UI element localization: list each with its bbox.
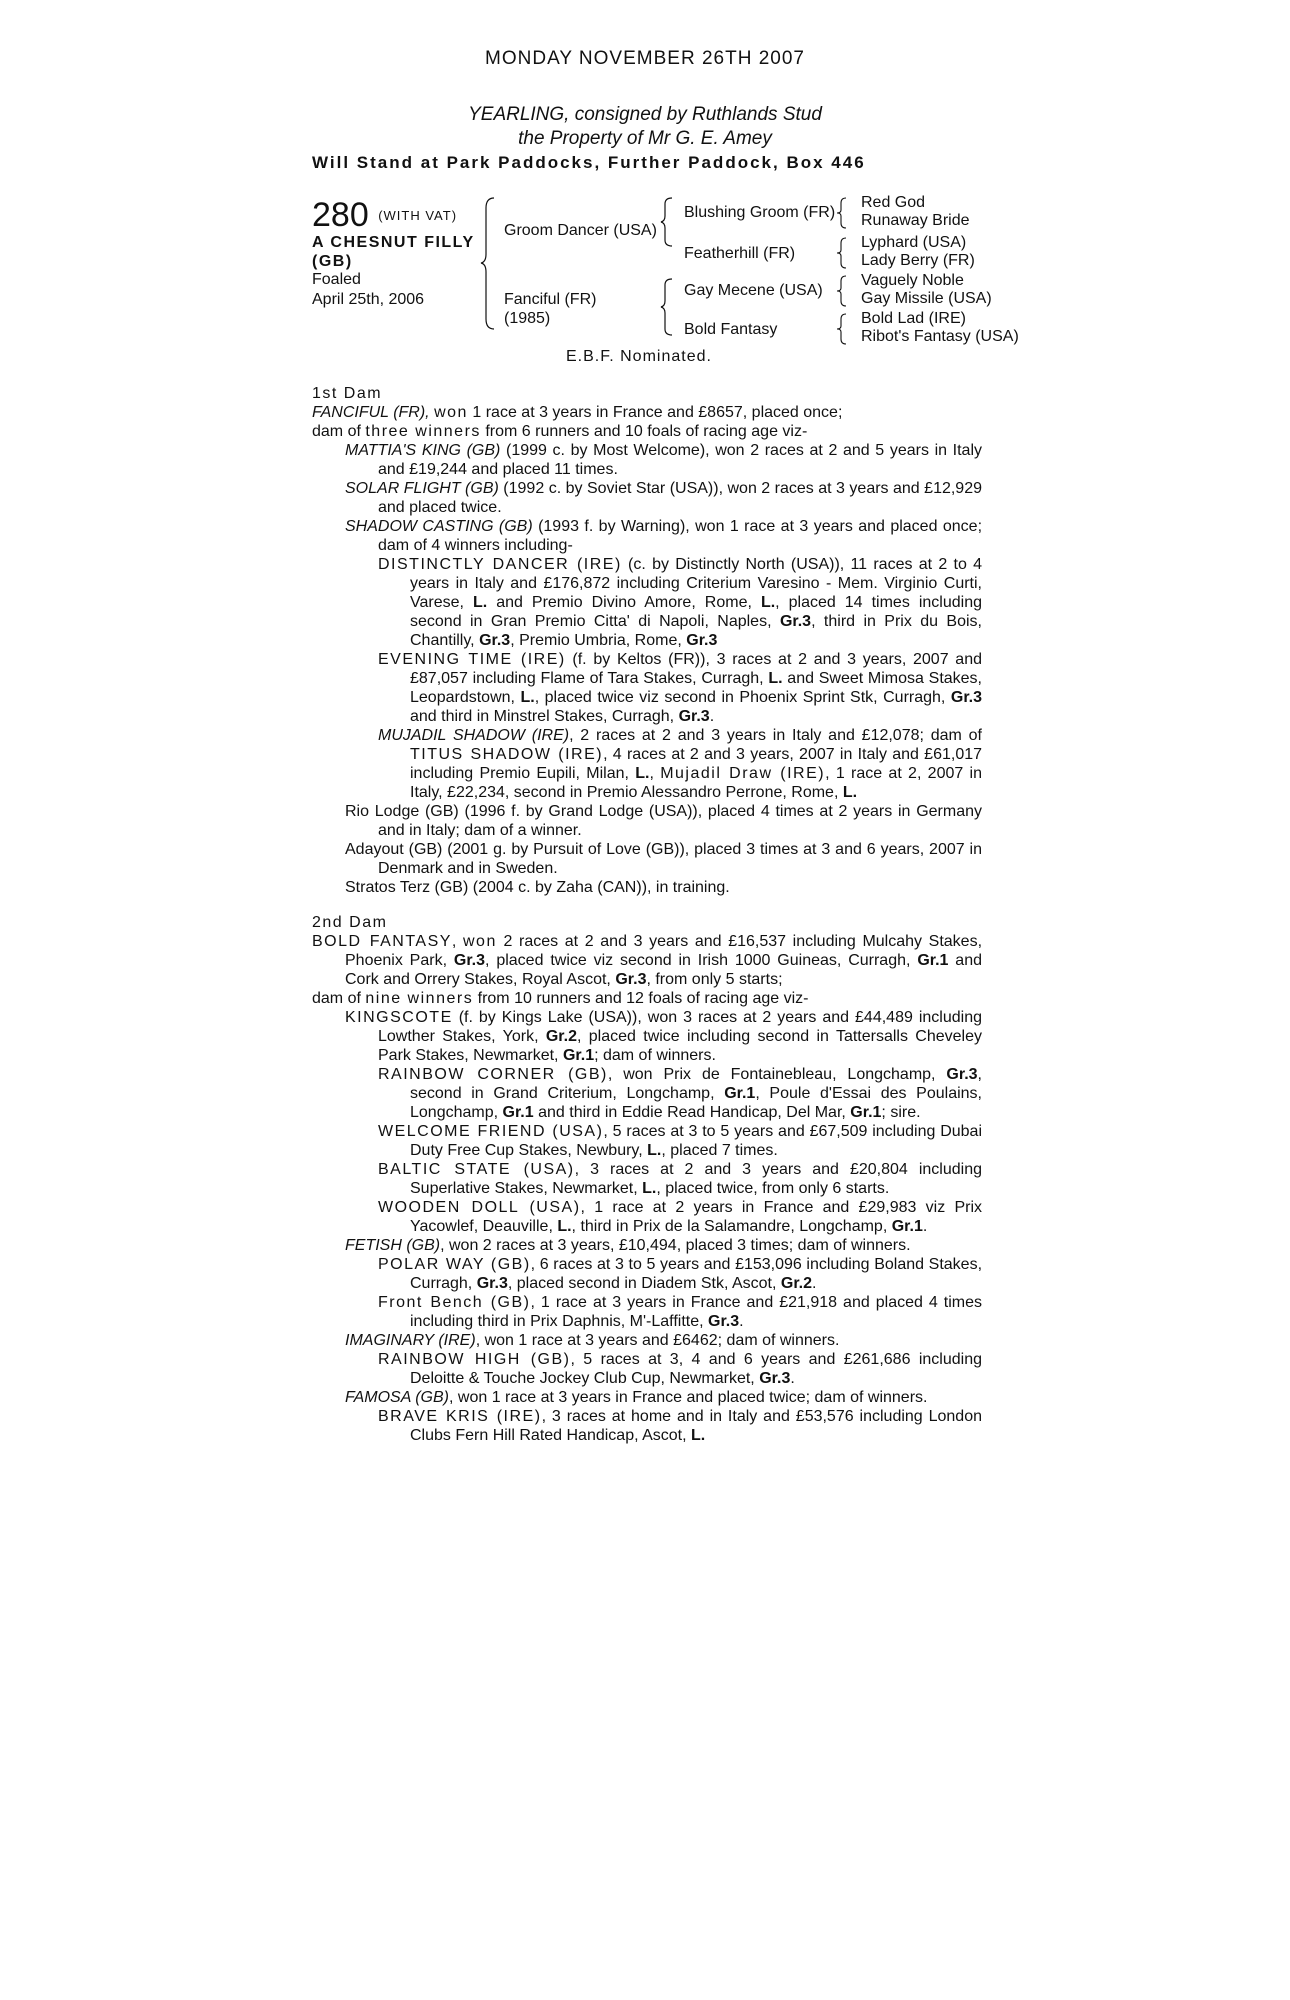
pedigree-sire-sire: Blushing Groom (FR) <box>684 204 836 221</box>
lot-description-1: A CHESNUT FILLY <box>312 234 475 251</box>
produce-brave-kris: BRAVE KRIS (IRE), 3 races at home and in Italy and £53,576 including London Clubs Fern Hill Rated Handicap, Ascot, L. <box>378 1408 982 1444</box>
pedigree-brace-dd <box>836 312 850 346</box>
produce-solar-flight: SOLAR FLIGHT (GB) (1992 c. by Soviet Star (USA)), won 2 races at 3 years and £12,929 and placed twice. <box>345 480 983 516</box>
produce-rio-lodge: Rio Lodge (GB) (1996 f. by Grand Lodge (USA)), placed 4 times at 2 years in Germany and in Italy; dam of a winner. <box>345 803 982 839</box>
lot-number: 280 (WITH VAT) <box>312 196 458 234</box>
sale-date: MONDAY NOVEMBER 26TH 2007 <box>485 48 805 69</box>
pedigree-brace-main <box>480 196 504 331</box>
produce-adayout: Adayout (GB) (2001 g. by Pursuit of Love (GB)), placed 3 times at 3 and 6 years, 2007 in Denmark and in Sweden. <box>345 841 982 877</box>
property-line: the Property of Mr G. E. Amey <box>518 128 772 149</box>
produce-wooden-doll: WOODEN DOLL (USA), 1 race at 2 years in France and £29,983 viz Prix Yacowlef, Deauville, L., third in Prix de la Salamandre, Longchamp, Gr.1. <box>378 1199 983 1235</box>
produce-stratos-terz: Stratos Terz (GB) (2004 c. by Zaha (CAN)), in training. <box>345 879 730 896</box>
produce-mujadil-shadow: MUJADIL SHADOW (IRE), 2 races at 2 and 3 years in Italy and £12,078; dam of TITUS SHADOW (IRE), 4 races at 2 and 3 years, 2007 in Italy and £61,017 including Premio Eupili, Milan, L., Mujadil Draw (IRE), 1 race at 2, 2007 in Italy, £22,234, second in Premio Alessandro Perrone, Rome, L. <box>378 727 983 801</box>
first-dam-section <box>312 384 982 897</box>
pedigree-ddd: Ribot's Fantasy (USA) <box>861 328 1019 345</box>
pedigree-brace-dam <box>660 277 680 337</box>
produce-polar-way: POLAR WAY (GB), 6 races at 3 to 5 years and £153,096 including Boland Stakes, Curragh, Gr.3, placed second in Diadem Stk, Ascot, Gr.2. <box>378 1256 983 1292</box>
second-dam-section <box>312 913 982 1445</box>
consignor-line: YEARLING, consigned by Ruthlands Stud <box>468 104 822 125</box>
pedigree-sds: Lyphard (USA) <box>861 234 967 251</box>
ebf-nominated: E.B.F. Nominated. <box>566 348 712 365</box>
pedigree-brace-ss <box>836 196 850 230</box>
pedigree-dam-dam: Bold Fantasy <box>684 321 778 338</box>
pedigree-dsd: Gay Missile (USA) <box>861 290 992 307</box>
produce-mattias-king: MATTIA'S KING (GB) (1999 c. by Most Welcome), won 2 races at 2 and 5 years in Italy and £19,244 and placed 11 times. <box>345 442 983 478</box>
second-dam-produce-summary: dam of nine winners from 10 runners and 12 foals of racing age viz- <box>312 990 809 1007</box>
stand-location: Will Stand at Park Paddocks, Further Paddock, Box 446 <box>312 153 866 172</box>
produce-fetish: FETISH (GB), won 2 races at 3 years, £10,494, placed 3 times; dam of winners. <box>345 1237 911 1254</box>
produce-evening-time: EVENING TIME (IRE) (f. by Keltos (FR)), 3 races at 2 and 3 years, 2007 and £87,057 including Flame of Tara Stakes, Curragh, L. and Sweet Mimosa Stakes, Leopardstown, L., placed twice viz second in Phoenix Sprint Stk, Curragh, Gr.3 and third in Minstrel Stakes, Curragh, Gr.3. <box>378 651 983 725</box>
pedigree-sdd: Lady Berry (FR) <box>861 252 975 269</box>
pedigree-sire-dam: Featherhill (FR) <box>684 245 796 262</box>
lot-description-2: (GB) <box>312 253 353 270</box>
pedigree-dss: Vaguely Noble <box>861 272 964 289</box>
pedigree-sss: Red God <box>861 194 926 211</box>
first-dam-summary: FANCIFUL (FR), won 1 race at 3 years in France and £8657, placed once; <box>312 404 843 421</box>
produce-famosa: FAMOSA (GB), won 1 race at 3 years in France and placed twice; dam of winners. <box>345 1389 928 1406</box>
produce-kingscote: KINGSCOTE (f. by Kings Lake (USA)), won 3 races at 2 years and £44,489 including Lowther Stakes, York, Gr.2, placed twice including second in Tattersalls Cheveley Park Stakes, Newmarket, Gr.1; dam of winners. <box>345 1009 982 1064</box>
first-dam-title: 1st Dam <box>312 385 383 402</box>
pedigree-dam-year: (1985) <box>504 310 551 327</box>
foaled-label: Foaled <box>312 271 361 288</box>
second-dam-summary: BOLD FANTASY, won 2 races at 2 and 3 years and £16,537 including Mulcahy Stakes, Phoenix Park, Gr.3, placed twice viz second in Irish 1000 Guineas, Curragh, Gr.1 and Cork and Orrery Stakes, Royal Ascot, Gr.3, from only 5 starts; <box>312 933 983 988</box>
foaled-date: April 25th, 2006 <box>312 291 425 308</box>
pedigree-sire: Groom Dancer (USA) <box>504 222 657 239</box>
pedigree-brace-sire <box>660 196 680 248</box>
produce-front-bench: Front Bench (GB), 1 race at 3 years in France and £21,918 and placed 4 times including third in Prix Daphnis, M'-Laffitte, Gr.3. <box>378 1294 983 1330</box>
pedigree-brace-sd <box>836 236 850 270</box>
produce-distinctly-dancer: DISTINCTLY DANCER (IRE) (c. by Distinctly North (USA)), 11 races at 2 to 4 years in Italy and £176,872 including Criterium Varesino - Mem. Virginio Curti, Varese, L. and Premio Divino Amore, Rome, L., placed 14 times including second in Gran Premio Citta' di Napoli, Naples, Gr.3, third in Prix du Bois, Chantilly, Gr.3, Premio Umbria, Rome, Gr.3 <box>378 556 983 649</box>
produce-imaginary: IMAGINARY (IRE), won 1 race at 3 years and £6462; dam of winners. <box>345 1332 840 1349</box>
first-dam-produce-summary: dam of three winners from 6 runners and 10 foals of racing age viz- <box>312 423 808 440</box>
pedigree-dam: Fanciful (FR) <box>504 291 597 308</box>
produce-shadow-casting: SHADOW CASTING (GB) (1993 f. by Warning), won 1 race at 3 years and placed once; dam of 4 winners including- <box>345 518 983 554</box>
pedigree-dds: Bold Lad (IRE) <box>861 310 966 327</box>
pedigree-ssd: Runaway Bride <box>861 212 970 229</box>
pedigree-brace-ds <box>836 274 850 308</box>
produce-rainbow-corner: RAINBOW CORNER (GB), won Prix de Fontainebleau, Longchamp, Gr.3, second in Grand Criterium, Longchamp, Gr.1, Poule d'Essai des Poulains, Longchamp, Gr.1 and third in Eddie Read Handicap, Del Mar, Gr.1; sire. <box>378 1066 983 1121</box>
second-dam-title: 2nd Dam <box>312 914 388 931</box>
produce-baltic-state: BALTIC STATE (USA), 3 races at 2 and 3 years and £20,804 including Superlative Stakes, Newmarket, L., placed twice, from only 6 starts. <box>378 1161 982 1197</box>
produce-welcome-friend: WELCOME FRIEND (USA), 5 races at 3 to 5 years and £67,509 including Dubai Duty Free Cup Stakes, Newbury, L., placed 7 times. <box>378 1123 983 1159</box>
produce-rainbow-high: RAINBOW HIGH (GB), 5 races at 3, 4 and 6 years and £261,686 including Deloitte & Touche Jockey Club Cup, Newmarket, Gr.3. <box>378 1351 983 1387</box>
pedigree-dam-sire: Gay Mecene (USA) <box>684 282 823 299</box>
vat-label: (WITH VAT) <box>378 208 458 223</box>
